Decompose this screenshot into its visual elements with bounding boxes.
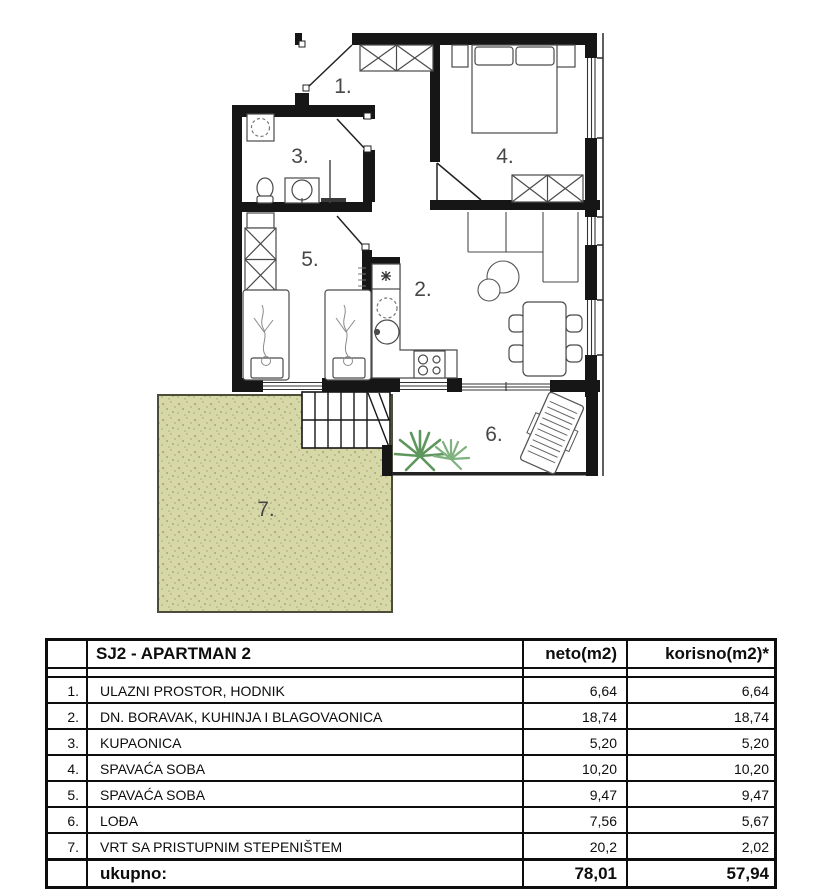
row-name: VRT SA PRISTUPNIM STEPENIŠTEM	[100, 838, 343, 855]
room-label-4: 4.	[496, 145, 514, 168]
row-num: 5.	[48, 782, 88, 806]
bed-icon	[325, 290, 371, 380]
row-num: 6.	[48, 808, 88, 832]
coffee-table-icon	[478, 261, 519, 301]
row-name: LOĐA	[100, 812, 139, 829]
room-label-7: 7.	[257, 498, 275, 521]
table-row	[48, 808, 774, 834]
row-korisno: 18,74	[626, 704, 774, 728]
sink-icon	[285, 178, 319, 203]
bed-icon	[452, 45, 575, 133]
stove-icon	[414, 351, 445, 378]
row-korisno: 10,20	[626, 756, 774, 780]
shower-partition	[321, 160, 346, 203]
sun-lounger-icon	[516, 390, 588, 476]
room-label-3: 3.	[291, 145, 309, 168]
room-label-5: 5.	[301, 248, 319, 271]
dining-set-icon	[509, 302, 582, 376]
sofa-icon	[468, 212, 578, 282]
room-label-2: 2.	[414, 278, 432, 301]
row-neto: 10,20	[522, 756, 626, 780]
row-name: DN. BORAVAK, KUHINJA I BLAGOVAONICA	[100, 708, 383, 725]
table-row	[48, 730, 774, 756]
row-neto: 18,74	[522, 704, 626, 728]
table-row	[48, 756, 774, 782]
total-num-cell	[48, 861, 88, 886]
toilet-icon	[257, 178, 273, 203]
row-num: 7.	[48, 834, 88, 858]
header-korisno: korisno(m2)*	[626, 641, 774, 667]
total-korisno: 57,94	[626, 861, 774, 886]
wardrobe-icon	[512, 175, 583, 202]
room-label-6: 6.	[485, 423, 503, 446]
table-total-row	[48, 860, 774, 886]
row-num: 2.	[48, 704, 88, 728]
header-neto: neto(m2)	[522, 641, 626, 667]
row-name: SPAVAĆA SOBA	[100, 786, 206, 803]
wardrobe-icon	[245, 213, 276, 291]
plant-icon	[395, 431, 469, 470]
row-korisno: 6,64	[626, 678, 774, 702]
row-neto: 5,20	[522, 730, 626, 754]
row-neto: 9,47	[522, 782, 626, 806]
row-name: SPAVAĆA SOBA	[100, 760, 206, 777]
row-num: 3.	[48, 730, 88, 754]
total-neto: 78,01	[522, 861, 626, 886]
table-header-row	[48, 641, 774, 669]
room-label-1: 1.	[334, 75, 352, 98]
washing-machine-icon	[247, 114, 274, 141]
table-title: SJ2 - APARTMAN 2	[96, 644, 251, 663]
row-num: 4.	[48, 756, 88, 780]
row-korisno: 5,20	[626, 730, 774, 754]
table-row	[48, 704, 774, 730]
row-neto: 7,56	[522, 808, 626, 832]
header-num-cell	[48, 641, 88, 667]
row-name: ULAZNI PROSTOR, HODNIK	[100, 682, 285, 699]
row-korisno: 9,47	[626, 782, 774, 806]
row-korisno: 5,67	[626, 808, 774, 832]
door-swing-icon	[299, 41, 481, 250]
table-separator	[48, 669, 774, 678]
table-row	[48, 678, 774, 704]
table-row	[48, 782, 774, 808]
row-korisno: 2,02	[626, 834, 774, 858]
row-num: 1.	[48, 678, 88, 702]
total-label: ukupno:	[100, 863, 168, 883]
row-name: KUPAONICA	[100, 734, 182, 751]
row-neto: 20,2	[522, 834, 626, 858]
row-neto: 6,64	[522, 678, 626, 702]
bed-icon	[243, 290, 289, 380]
wardrobe-icon	[360, 45, 433, 71]
area-table	[45, 638, 777, 889]
stairs-icon	[302, 392, 390, 448]
table-row	[48, 834, 774, 860]
